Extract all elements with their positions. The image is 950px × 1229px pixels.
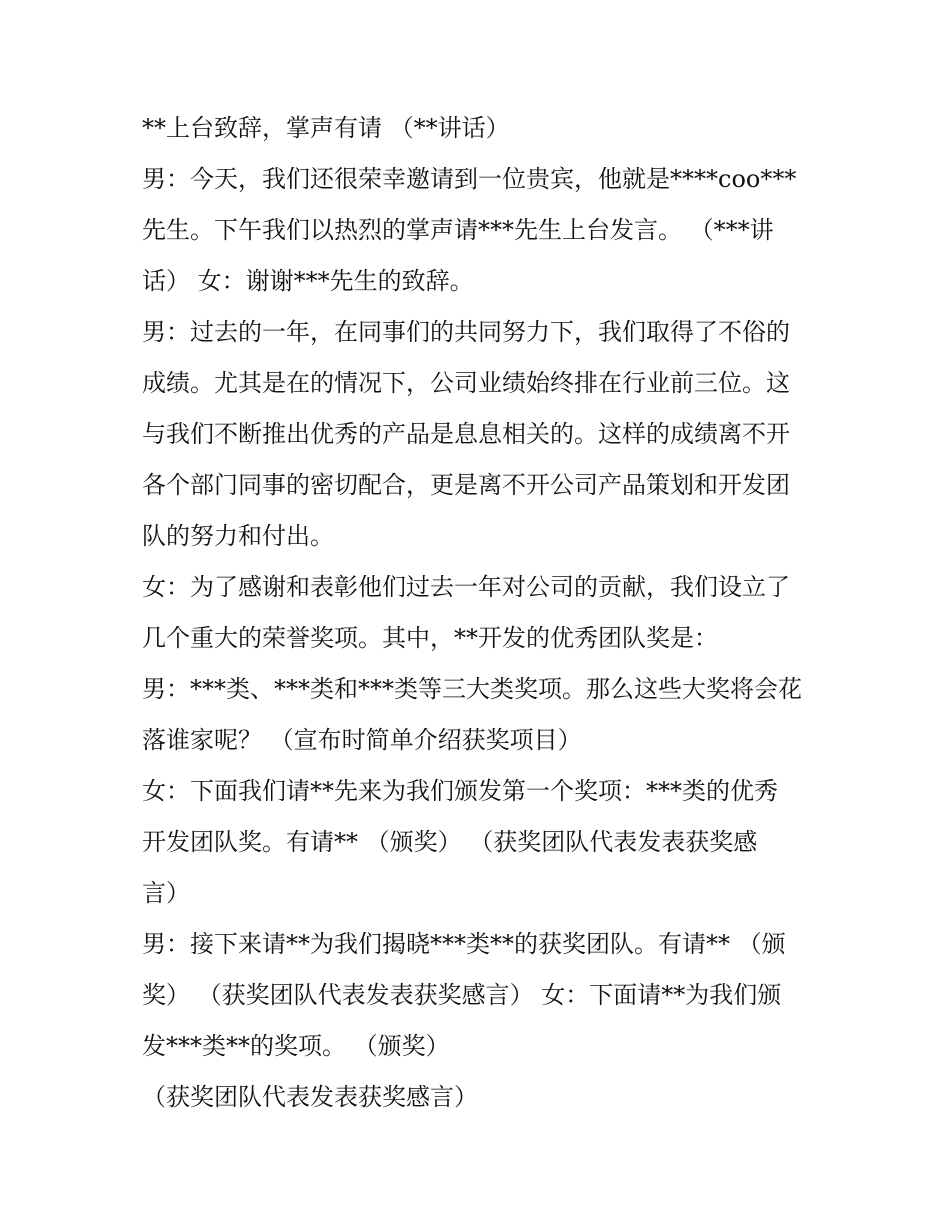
text-line: 先生。下午我们以热烈的掌声请***先生上台发言。 （***讲 (142, 216, 774, 244)
text-line: 女：下面我们请**先来为我们颁发第一个奖项：***类的优秀 (142, 777, 778, 805)
text-line: 落谁家呢？ （宣布时简单介绍获奖项目） (142, 726, 582, 754)
text-line: 奖） （获奖团队代表发表获奖感言） 女：下面请**为我们颁 (142, 981, 782, 1009)
text-line: 女：为了感谢和表彰他们过去一年对公司的贡献，我们设立了 (142, 573, 790, 601)
text-line: 男：今天，我们还很荣幸邀请到一位贵宾，他就是****coo*** (142, 165, 797, 193)
text-line: 开发团队奖。有请** （颁奖） （获奖团队代表发表获奖感 (142, 828, 758, 856)
text-line: 言） (142, 879, 190, 907)
text-line: 发***类**的奖项。 （颁奖） (142, 1032, 450, 1060)
text-line: 话） 女：谢谢***先生的致辞。 (142, 267, 474, 295)
text-line: 各个部门同事的密切配合，更是离不开公司产品策划和开发团 (142, 471, 790, 499)
text-line: 成绩。尤其是在的情况下，公司业绩始终排在行业前三位。这 (142, 369, 790, 397)
text-line: 几个重大的荣誉奖项。其中，**开发的优秀团队奖是： (142, 624, 718, 652)
text-line: （获奖团队代表发表获奖感言） (142, 1083, 478, 1111)
text-line: **上台致辞，掌声有请 （**讲话） (142, 114, 510, 142)
text-line: 队的努力和付出。 (142, 522, 334, 550)
text-line: 男：接下来请**为我们揭晓***类**的获奖团队。有请** （颁 (142, 930, 786, 958)
document-body (142, 103, 822, 1123)
text-line: 与我们不断推出优秀的产品是息息相关的。这样的成绩离不开 (142, 420, 790, 448)
text-line: 男：***类、***类和***类等三大类奖项。那么这些大奖将会花 (142, 675, 802, 703)
text-line: 男：过去的一年，在同事们的共同努力下，我们取得了不俗的 (142, 318, 790, 346)
